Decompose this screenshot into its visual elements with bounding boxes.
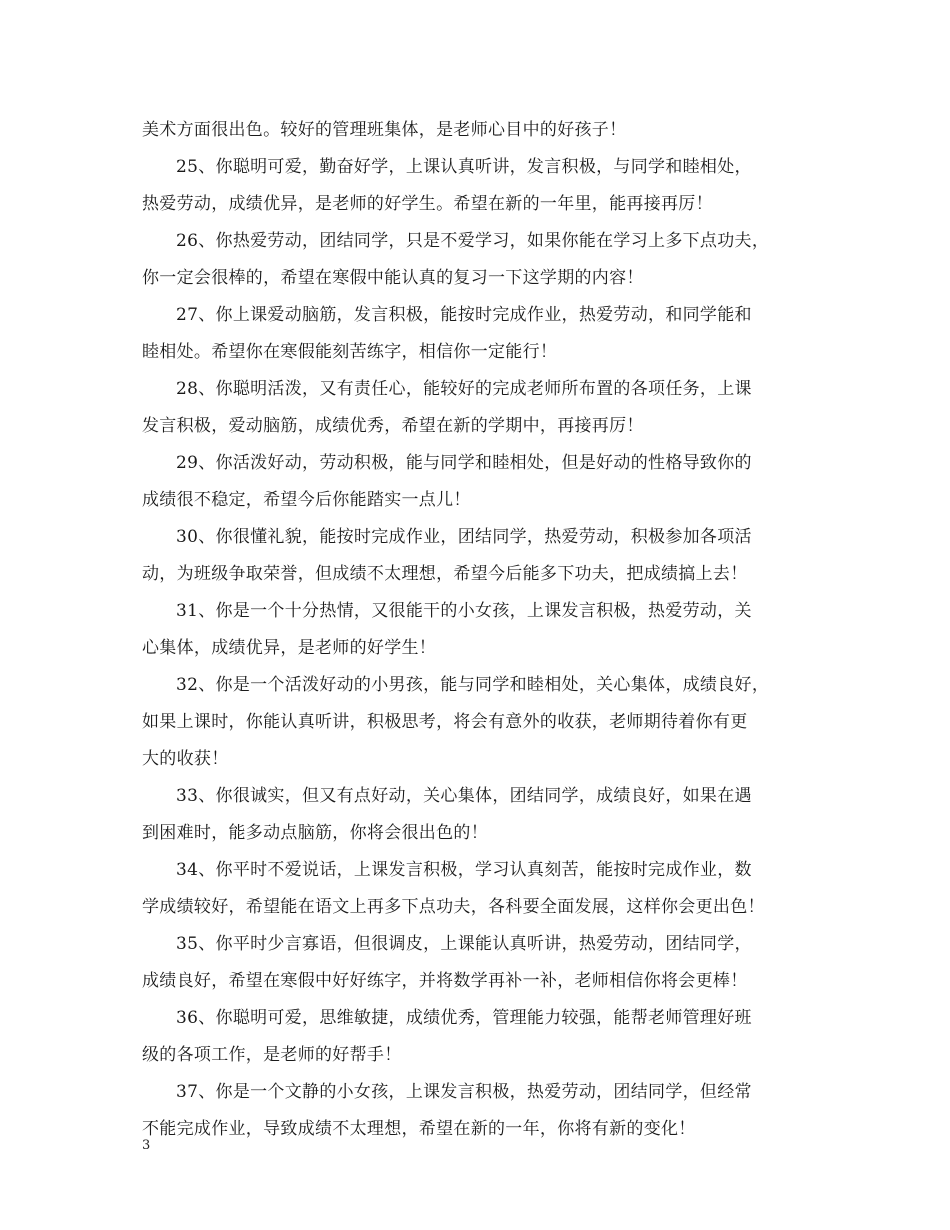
text-line: 心集体，成绩优异，是老师的好学生！ (142, 638, 437, 658)
text-line: 成绩很不稳定，希望今后你能踏实一点儿！ (142, 490, 471, 510)
text-line: 28、你聪明活泼，又有责任心，能较好的完成老师所布置的各项任务，上课 (176, 379, 752, 399)
text-line: 33、你很诚实，但又有点好动，关心集体，团结同学，成绩良好，如果在遇 (176, 786, 752, 806)
text-line: 35、你平时少言寡语，但很调皮，上课能认真听讲，热爱劳动，团结同学， (176, 934, 752, 954)
text-line: 32、你是一个活泼好动的小男孩，能与同学和睦相处，关心集体，成绩良好， (176, 675, 770, 695)
text-line: 36、你聪明可爱，思维敏捷，成绩优秀，管理能力较强，能帮老师管理好班 (176, 1008, 752, 1028)
page-number: 3 (142, 1138, 151, 1153)
text-line: 31、你是一个十分热情，又很能干的小女孩，上课发言积极，热爱劳动，关 (176, 601, 752, 621)
text-line: 27、你上课爱动脑筋，发言积极，能按时完成作业，热爱劳动，和同学能和 (176, 305, 752, 325)
text-line: 美术方面很出色。较好的管理班集体，是老师心目中的好孩子！ (142, 120, 627, 140)
text-line: 37、你是一个文静的小女孩，上课发言积极，热爱劳动，团结同学，但经常 (176, 1082, 752, 1102)
text-line: 30、你很懂礼貌，能按时完成作业，团结同学，热爱劳动，积极参加各项活 (176, 527, 752, 547)
text-line: 睦相处。希望你在寒假能刻苦练字，相信你一定能行！ (142, 342, 558, 362)
text-line: 不能完成作业，导致成绩不太理想，希望在新的一年，你将有新的变化！ (142, 1119, 696, 1139)
text-line: 大的收获！ (142, 749, 229, 769)
text-line: 到困难时，能多动点脑筋，你将会很出色的！ (142, 823, 488, 843)
text-line: 你一定会很棒的，希望在寒假中能认真的复习一下这学期的内容！ (142, 268, 644, 288)
text-line: 动，为班级争取荣誉，但成绩不太理想，希望今后能多下功夫，把成绩搞上去！ (142, 564, 748, 584)
text-line: 如果上课时，你能认真听讲，积极思考，将会有意外的收获，老师期待着你有更 (142, 712, 748, 732)
text-line: 热爱劳动，成绩优异，是老师的好学生。希望在新的一年里，能再接再厉！ (142, 194, 713, 214)
text-line: 34、你平时不爱说话，上课发言积极，学习认真刻苦，能按时完成作业，数 (176, 860, 752, 880)
text-line: 发言积极，爱动脑筋，成绩优秀，希望在新的学期中，再接再厉！ (142, 416, 644, 436)
text-line: 26、你热爱劳动，团结同学，只是不爱学习，如果你能在学习上多下点功夫， (176, 231, 770, 251)
text-line: 29、你活泼好动，劳动积极，能与同学和睦相处，但是好动的性格导致你的 (176, 453, 752, 473)
text-line: 成绩良好，希望在寒假中好好练字，并将数学再补一补，老师相信你将会更棒！ (142, 971, 748, 991)
text-line: 级的各项工作，是老师的好帮手！ (142, 1045, 402, 1065)
text-line: 学成绩较好，希望能在语文上再多下点功夫，各科要全面发展，这样你会更出色！ (142, 897, 765, 917)
text-line: 25、你聪明可爱，勤奋好学，上课认真听讲，发言积极，与同学和睦相处， (176, 157, 752, 177)
